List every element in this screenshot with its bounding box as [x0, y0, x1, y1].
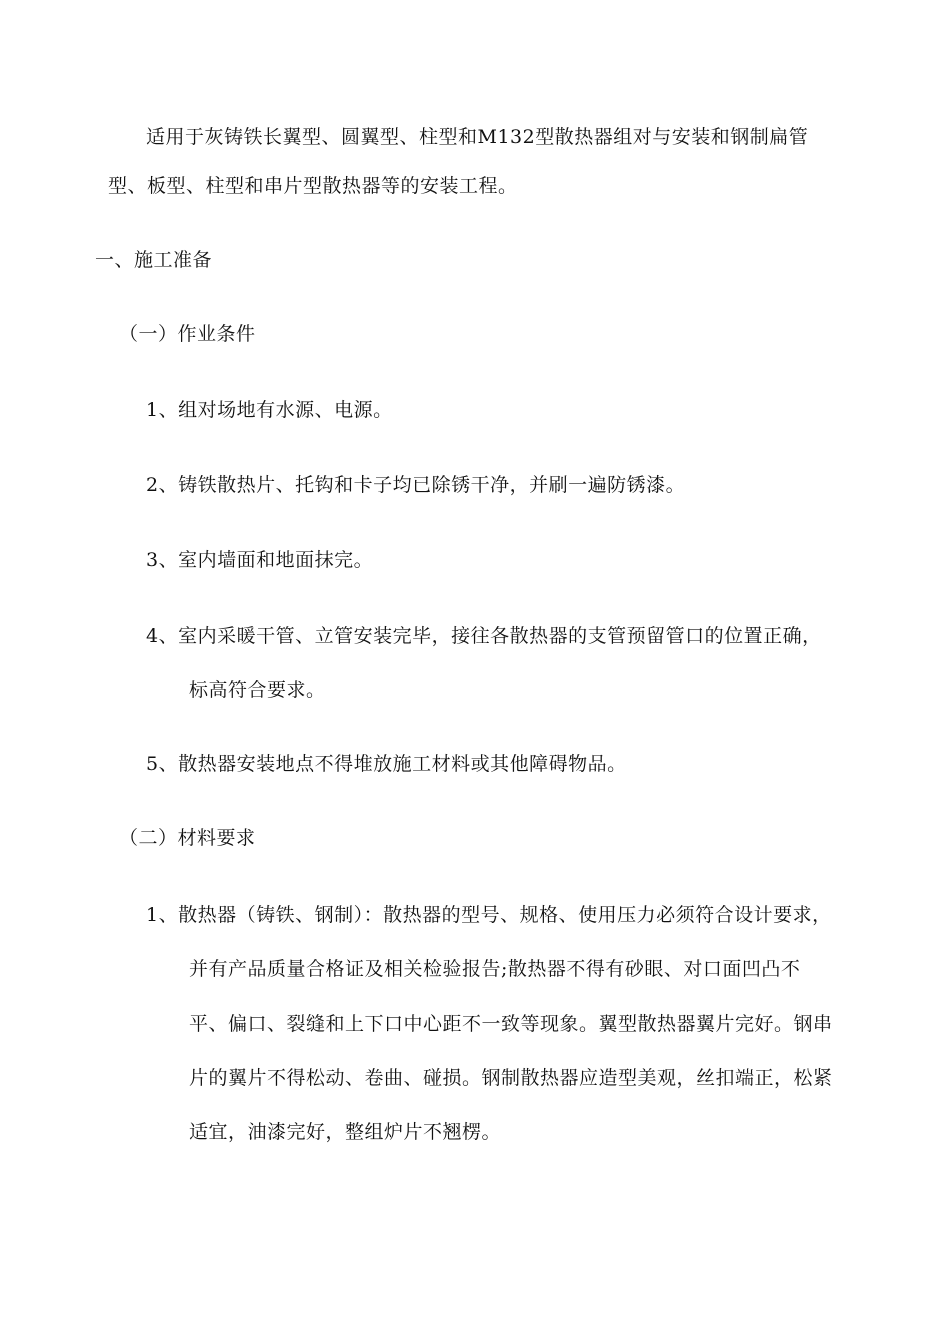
condition-item-1: 1、组对场地有水源、电源。: [146, 399, 393, 421]
subsection-heading-material-requirements: （二）材料要求: [119, 827, 256, 849]
material-item-1-cont-1: 并有产品质量合格证及相关检验报告;散热器不得有砂眼、对口面凹凸不: [189, 958, 801, 980]
section-heading-construction-prep: 一、施工准备: [95, 249, 213, 271]
condition-item-5: 5、散热器安装地点不得堆放施工材料或其他障碍物品。: [146, 753, 627, 775]
material-item-1-cont-4: 适宜，油漆完好，整组炉片不翘楞。: [189, 1121, 502, 1143]
condition-item-4-cont: 标高符合要求。: [189, 679, 326, 701]
intro-line-1: 适用于灰铸铁长翼型、圆翼型、柱型和M132型散热器组对与安装和钢制扁管: [146, 126, 809, 148]
material-item-1-cont-2: 平、偏口、裂缝和上下口中心距不一致等现象。翼型散热器翼片完好。钢串: [189, 1013, 833, 1035]
material-item-1: 1、散热器（铸铁、钢制）：散热器的型号、规格、使用压力必须符合设计要求，: [146, 904, 832, 926]
condition-item-3: 3、室内墙面和地面抹完。: [146, 549, 374, 571]
subsection-heading-work-conditions: （一）作业条件: [119, 323, 256, 345]
material-item-1-cont-3: 片的翼片不得松动、卷曲、碰损。钢制散热器应造型美观，丝扣端正，松紧: [189, 1067, 833, 1089]
condition-item-2: 2、铸铁散热片、托钩和卡子均已除锈干净，并刷一遍防锈漆。: [146, 474, 686, 496]
intro-line-2: 型、板型、柱型和串片型散热器等的安装工程。: [108, 175, 518, 197]
condition-item-4: 4、室内采暖干管、立管安装完毕，接往各散热器的支管预留管口的位置正确，: [146, 625, 822, 647]
